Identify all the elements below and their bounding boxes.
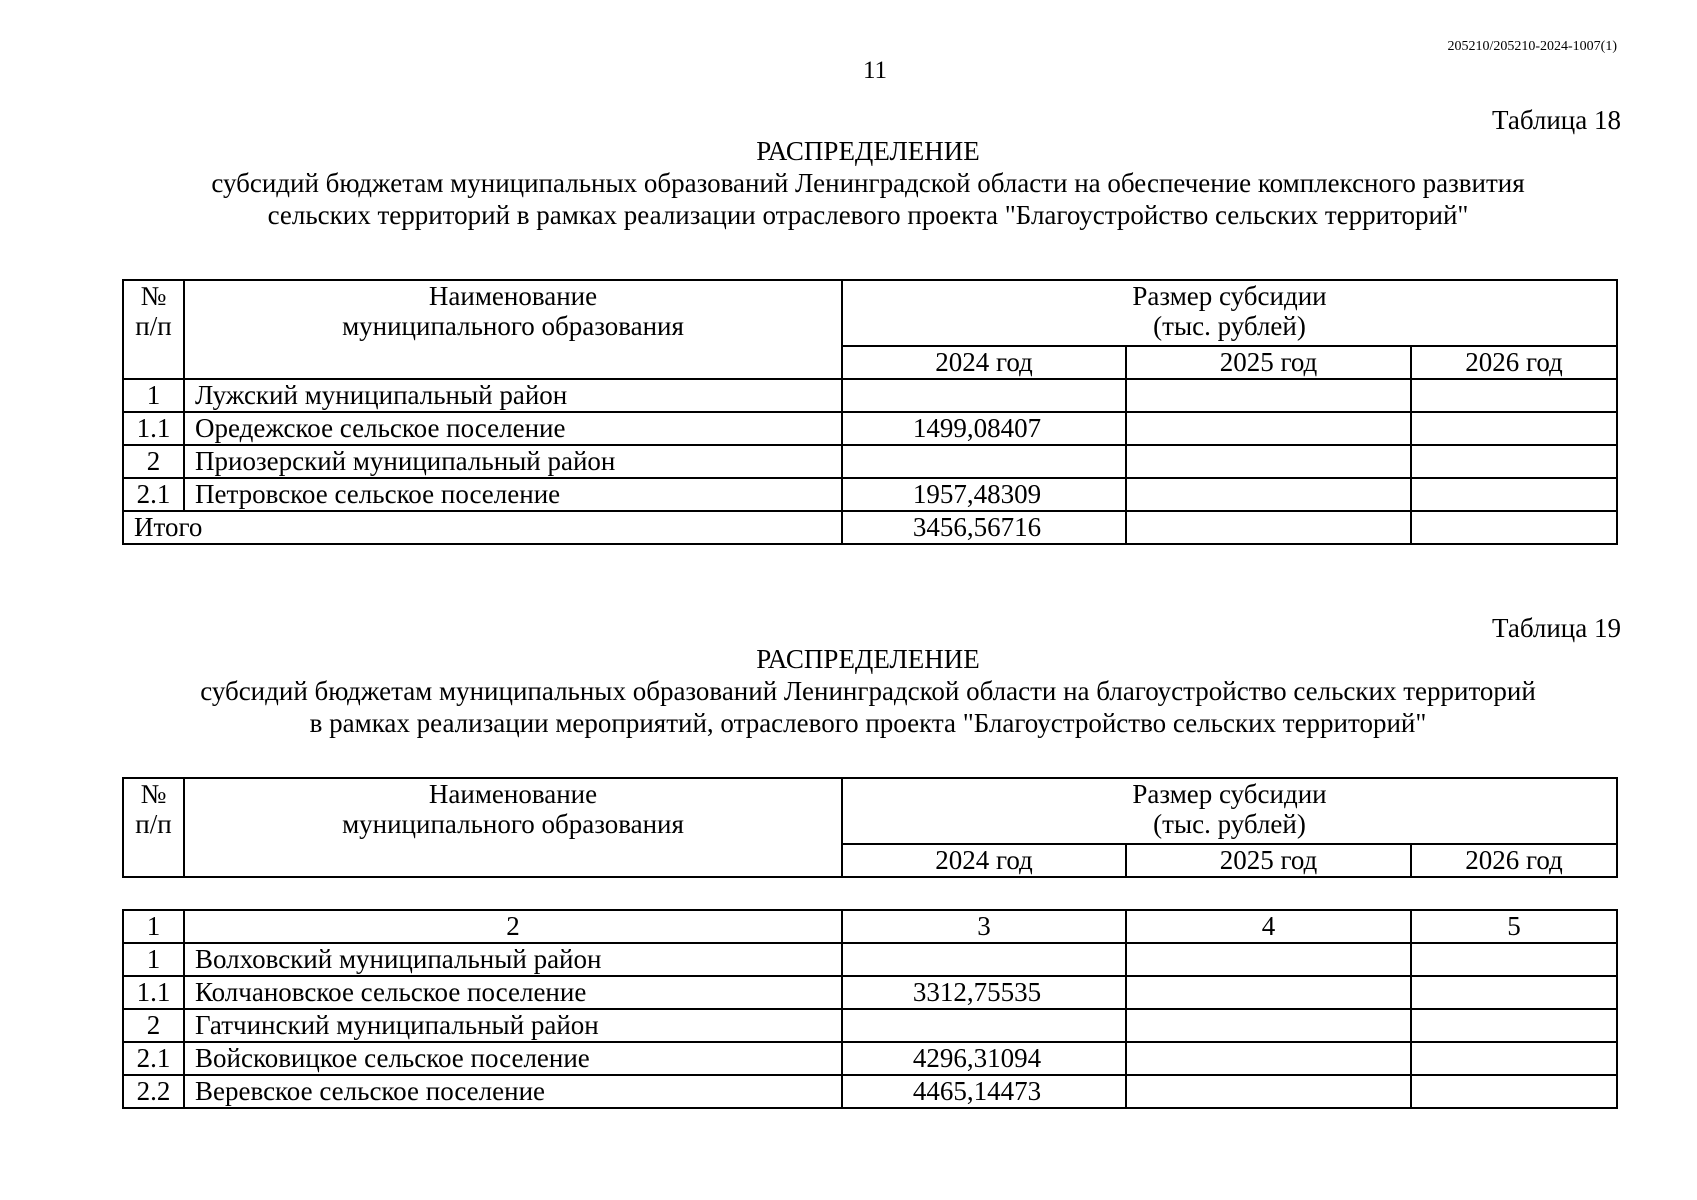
table-18-title: РАСПРЕДЕЛЕНИЕ: [756, 136, 980, 166]
amount-2024: [842, 943, 1126, 976]
table-19-subtitle-line-1: субсидий бюджетам муниципальных образований Ленинградской области на благоустройство сельских территорий: [200, 676, 1536, 706]
table-row: [123, 445, 1617, 478]
amount-2026: [1411, 1042, 1617, 1075]
table-18-label: Таблица 18: [1492, 105, 1621, 135]
table-19-heading: [120, 643, 1616, 739]
amount-2024: 4465,14473: [842, 1075, 1126, 1108]
amount-2024: [842, 379, 1126, 412]
municipality-name: Лужский муниципальный район: [184, 379, 842, 412]
table-19-header-separator: [123, 877, 1617, 910]
table-18-subtitle-line-2: сельских территорий в рамках реализации отраслевого проекта "Благоустройство сельских территорий": [267, 200, 1469, 230]
table-row: [123, 412, 1617, 445]
amount-2024: 4296,31094: [842, 1042, 1126, 1075]
amount-2025: [1126, 1042, 1411, 1075]
total-label: Итого: [123, 511, 842, 544]
municipality-name: Войсковицкое сельское поселение: [184, 1042, 842, 1075]
row-number: 1: [123, 943, 184, 976]
table-19-label: Таблица 19: [1492, 613, 1621, 643]
row-number: 1: [123, 379, 184, 412]
number-header-line-1: №: [140, 779, 167, 809]
row-number: 2.2: [123, 1075, 184, 1108]
amount-2025: [1126, 412, 1411, 445]
number-header-line-1: №: [140, 281, 167, 311]
table-19-number-header: [123, 778, 184, 877]
subsidy-header-line-1: Размер субсидии: [1132, 281, 1327, 311]
table-row: [123, 976, 1617, 1009]
table-19-year-2024-header: 2024 год: [842, 844, 1126, 877]
table-18: [122, 279, 1618, 545]
table-19-year-2026-header: 2026 год: [1411, 844, 1617, 877]
amount-2025: [1126, 976, 1411, 1009]
table-19: [122, 777, 1618, 1109]
table-18-subsidy-header: [842, 280, 1617, 346]
table-18-header-row: [123, 280, 1617, 346]
header-separator-cell: [123, 877, 1617, 910]
table-row: [123, 1009, 1617, 1042]
municipality-name: Приозерский муниципальный район: [184, 445, 842, 478]
total-2025: [1126, 511, 1411, 544]
municipality-name: Петровское сельское поселение: [184, 478, 842, 511]
amount-2024: 1499,08407: [842, 412, 1126, 445]
table-19-subsidy-header: [842, 778, 1617, 844]
table-18-subtitle-line-1: субсидий бюджетам муниципальных образований Ленинградской области на обеспечение комплексного развития: [211, 168, 1525, 198]
municipality-name: Гатчинский муниципальный район: [184, 1009, 842, 1042]
amount-2026: [1411, 1075, 1617, 1108]
amount-2024: 1957,48309: [842, 478, 1126, 511]
total-2024: 3456,56716: [842, 511, 1126, 544]
amount-2026: [1411, 445, 1617, 478]
name-header-line-1: Наименование: [428, 281, 598, 311]
municipality-name: Волховский муниципальный район: [184, 943, 842, 976]
row-number: 2: [123, 445, 184, 478]
amount-2024: [842, 445, 1126, 478]
row-number: 1.1: [123, 976, 184, 1009]
subsidy-header-line-2: (тыс. рублей): [1153, 809, 1306, 839]
table-18-number-header: [123, 280, 184, 379]
amount-2026: [1411, 379, 1617, 412]
table-19-subtitle-line-2: в рамках реализации мероприятий, отраслевого проекта "Благоустройство сельских территорий": [309, 708, 1427, 738]
column-number-2: 2: [184, 910, 842, 943]
amount-2025: [1126, 379, 1411, 412]
column-number-3: 3: [842, 910, 1126, 943]
table-row: [123, 379, 1617, 412]
table-18-year-2025-header: 2025 год: [1126, 346, 1411, 379]
row-number: 2: [123, 1009, 184, 1042]
table-row: [123, 478, 1617, 511]
name-header-line-2: муниципального образования: [342, 311, 684, 341]
table-row: [123, 1075, 1617, 1108]
subsidy-header-line-2: (тыс. рублей): [1153, 311, 1306, 341]
table-19-name-header: [184, 778, 842, 877]
amount-2024: 3312,75535: [842, 976, 1126, 1009]
amount-2025: [1126, 1075, 1411, 1108]
column-number-4: 4: [1126, 910, 1411, 943]
table-19-header-row: [123, 778, 1617, 844]
table-18-total-row: [123, 511, 1617, 544]
total-2026: [1411, 511, 1617, 544]
municipality-name: Оредежское сельское поселение: [184, 412, 842, 445]
table-row: [123, 1042, 1617, 1075]
name-header-line-2: муниципального образования: [342, 809, 684, 839]
table-19-column-numbers-row: [123, 910, 1617, 943]
amount-2025: [1126, 478, 1411, 511]
number-header-line-2: п/п: [135, 809, 172, 839]
name-header-line-1: Наименование: [428, 779, 598, 809]
row-number: 2.1: [123, 478, 184, 511]
amount-2024: [842, 1009, 1126, 1042]
table-19-year-2025-header: 2025 год: [1126, 844, 1411, 877]
page-number: 11: [862, 57, 888, 84]
document-code: 205210/205210-2024-1007(1): [1447, 39, 1617, 54]
amount-2025: [1126, 943, 1411, 976]
amount-2026: [1411, 1009, 1617, 1042]
row-number: 1.1: [123, 412, 184, 445]
row-number: 2.1: [123, 1042, 184, 1075]
column-number-5: 5: [1411, 910, 1617, 943]
table-19-title: РАСПРЕДЕЛЕНИЕ: [756, 644, 980, 674]
table-18-year-2024-header: 2024 год: [842, 346, 1126, 379]
amount-2026: [1411, 478, 1617, 511]
subsidy-header-line-1: Размер субсидии: [1132, 779, 1327, 809]
amount-2025: [1126, 445, 1411, 478]
table-18-heading: [120, 135, 1616, 231]
amount-2026: [1411, 412, 1617, 445]
table-row: [123, 943, 1617, 976]
table-18-year-2026-header: 2026 год: [1411, 346, 1617, 379]
amount-2026: [1411, 976, 1617, 1009]
amount-2025: [1126, 1009, 1411, 1042]
column-number-1: 1: [123, 910, 184, 943]
amount-2026: [1411, 943, 1617, 976]
table-18-name-header: [184, 280, 842, 379]
number-header-line-2: п/п: [135, 311, 172, 341]
municipality-name: Веревское сельское поселение: [184, 1075, 842, 1108]
municipality-name: Колчановское сельское поселение: [184, 976, 842, 1009]
